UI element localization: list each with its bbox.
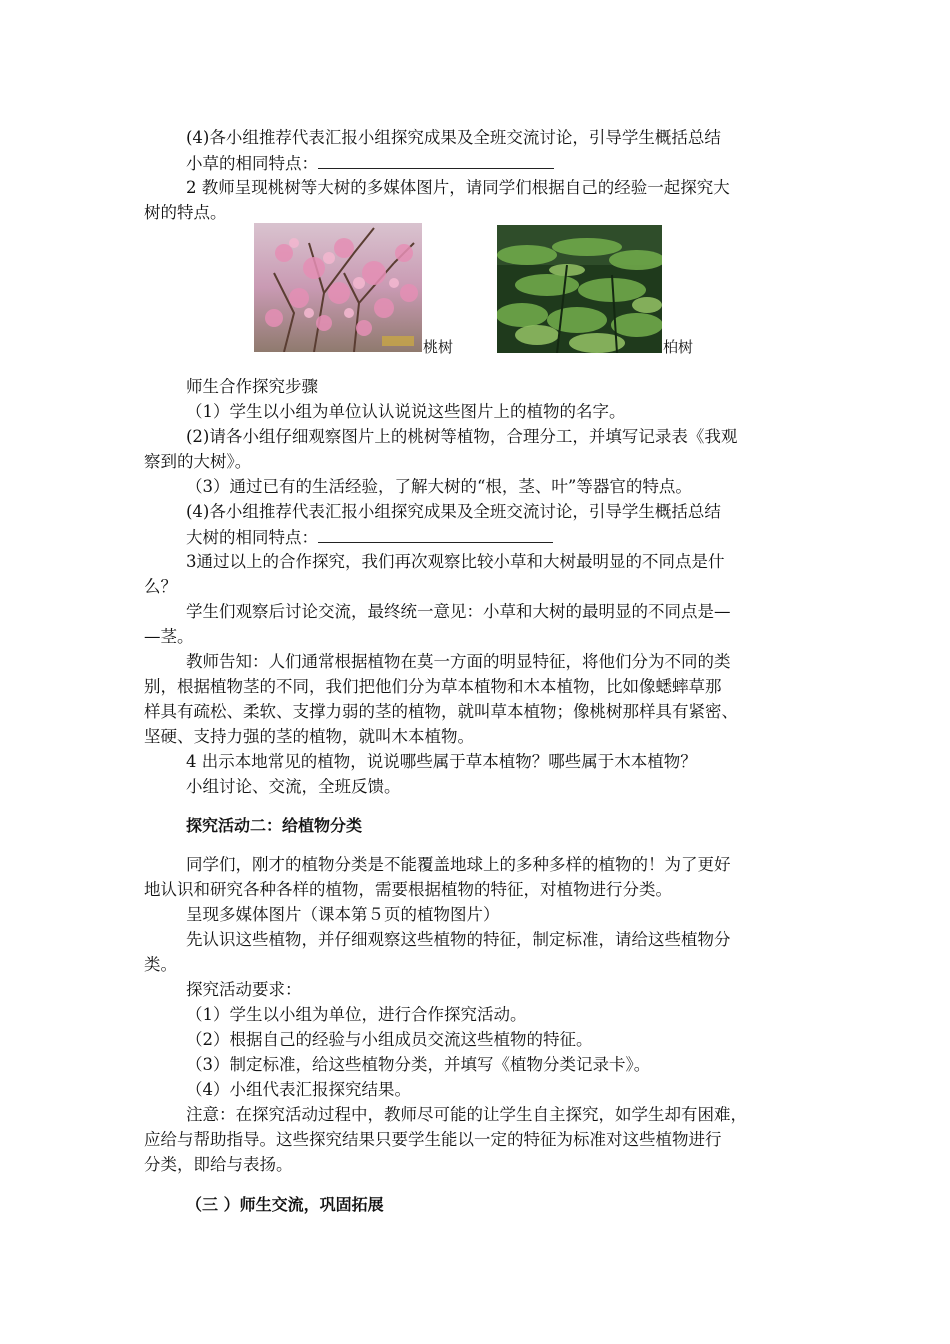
requirement-item: （4）小组代表汇报探究结果。 xyxy=(186,1080,411,1099)
paragraph-line: 学生们观察后讨论交流，最终统一意见：小草和大树的最明显的不同点是— xyxy=(186,602,731,621)
paragraph-line: 察到的大树》。 xyxy=(144,452,252,471)
step-item: (2)请各小组仔细观察图片上的桃树等植物，合理分工，并填写记录表《我观 xyxy=(186,427,738,446)
paragraph-line xyxy=(186,525,553,550)
step-item: （3）通过已有的生活经验，了解大树的“根，茎、叶”等器官的特点。 xyxy=(186,477,692,496)
paragraph-line: 应给与帮助指导。这些探究结果只要学生能以一定的特征为标准对这些植物进行 xyxy=(144,1130,722,1149)
paragraph-line: 坚硬、支持力强的茎的植物，就叫木本植物。 xyxy=(144,727,474,746)
fill-in-blank xyxy=(318,525,553,543)
paragraph-line: 教师告知：人们通常根据植物在莫一方面的明显特征，将他们分为不同的类 xyxy=(186,652,731,671)
paragraph-line: 2 教师呈现桃树等大树的多媒体图片，请同学们根据自己的经验一起探究大 xyxy=(186,178,730,197)
paragraph-line: 注意：在探究活动过程中，教师尽可能的让学生自主探究，如学生却有困难， xyxy=(186,1105,747,1124)
fill-in-blank xyxy=(318,151,554,169)
paragraph-line: 树的特点。 xyxy=(144,203,227,222)
paragraph-line: —茎。 xyxy=(144,627,194,646)
paragraph-line: 3通过以上的合作探究，我们再次观察比较小草和大树最明显的不同点是什 xyxy=(186,552,725,571)
cypress-tree-photo xyxy=(497,225,662,353)
step-item: （1）学生以小组为单位认认说说这些图片上的植物的名字。 xyxy=(186,402,626,421)
requirement-item: （1）学生以小组为单位，进行合作探究活动。 xyxy=(186,1005,527,1024)
image-caption: 桃树 xyxy=(423,338,454,356)
paragraph-line: 类。 xyxy=(144,955,177,974)
step-item: (4)各小组推荐代表汇报小组探究成果及全班交流讨论，引导学生概括总结 xyxy=(186,502,721,521)
paragraph-line: 先认识这些植物，并仔细观察这些植物的特征，制定标准，请给这些植物分 xyxy=(186,930,731,949)
activity-heading: 探究活动二：给植物分类 xyxy=(186,816,363,835)
section-heading: （三 ）师生交流，巩固拓展 xyxy=(186,1195,384,1214)
paragraph-line: 呈现多媒体图片（课本第５页的植物图片） xyxy=(186,905,500,924)
paragraph-line: 分类，即给与表扬。 xyxy=(144,1155,293,1174)
requirements-title: 探究活动要求： xyxy=(186,980,302,999)
paragraph-line: 样具有疏松、柔软、支撑力弱的茎的植物，就叫草本植物；像桃树那样具有紧密、 xyxy=(144,702,738,721)
section-heading: 师生合作探究步骤 xyxy=(186,377,318,396)
requirement-item: （2）根据自己的经验与小组成员交流这些植物的特征。 xyxy=(186,1030,593,1049)
paragraph-line: 同学们，刚才的植物分类是不能覆盖地球上的多种多样的植物的！为了更好 xyxy=(186,855,731,874)
paragraph-line xyxy=(186,151,554,176)
paragraph-line: 小组讨论、交流，全班反馈。 xyxy=(186,777,401,796)
requirement-item: （3）制定标准，给这些植物分类，并填写《植物分类记录卡》。 xyxy=(186,1055,651,1074)
blank-label: 大树的相同特点： xyxy=(186,528,318,547)
blank-label: 小草的相同特点： xyxy=(186,154,318,173)
peach-tree-photo xyxy=(254,223,422,352)
paragraph-line: 么？ xyxy=(144,577,177,596)
image-caption: 柏树 xyxy=(663,338,694,356)
paragraph-line: (4)各小组推荐代表汇报小组探究成果及全班交流讨论，引导学生概括总结 xyxy=(186,128,721,147)
paragraph-line: 4 出示本地常见的植物，说说哪些属于草本植物？哪些属于木本植物？ xyxy=(186,752,697,771)
paragraph-line: 地认识和研究各种各样的植物，需要根据植物的特征，对植物进行分类。 xyxy=(144,880,672,899)
paragraph-line: 别，根据植物茎的不同，我们把他们分为草本植物和木本植物，比如像蟋蟀草那 xyxy=(144,677,722,696)
